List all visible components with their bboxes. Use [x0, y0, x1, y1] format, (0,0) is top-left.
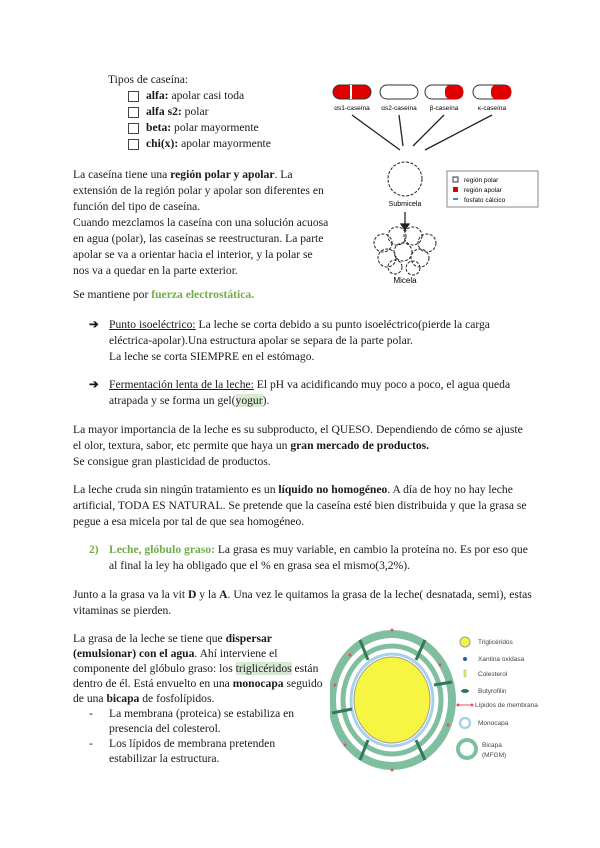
casein-name: beta:	[146, 121, 172, 134]
fat-globule-legend	[457, 637, 477, 758]
paragraph-raw-milk	[73, 482, 533, 530]
casein-legend	[446, 170, 541, 210]
micelle	[374, 227, 436, 275]
text-bold: A	[219, 588, 228, 601]
text: . Una vez le quitamos la grasa de la leche( desnatada, semi), estas vitaminas se pierden.	[73, 588, 532, 617]
checkbox[interactable]	[128, 107, 139, 118]
legend-label: fosfato cálcico	[464, 197, 506, 204]
legend-label: Triglicéridos	[478, 639, 513, 646]
submicela-label: Submicela	[388, 201, 422, 208]
text: . La extensión de la región polar y apolar son diferentes en función del tipo de caseína.	[73, 168, 324, 213]
section-title: Leche, glóbulo graso:	[109, 543, 215, 556]
submicelle	[388, 162, 422, 196]
dash-item	[89, 736, 321, 766]
paragraph-electrostatic	[73, 287, 254, 303]
text: La grasa de la leche se tiene que	[73, 632, 226, 645]
casein-item	[128, 88, 328, 104]
fat-globule-figure	[330, 625, 570, 775]
paragraph-queso	[73, 422, 533, 470]
legend-label: Bicapa	[482, 742, 502, 749]
text: La grasa es muy variable, en cambio la proteína no. Es por eso que al final la ley ha obligado que el % en grasa sea el mismo(3,2%).	[109, 543, 528, 572]
casein-types-list	[128, 88, 328, 152]
casein-shapes	[333, 85, 511, 99]
casein-desc: polar	[181, 105, 209, 118]
section-2	[89, 542, 529, 574]
dash-list	[89, 706, 321, 766]
legend-label: Colesterol	[478, 671, 508, 678]
casein-label: αs2-caseína	[381, 105, 417, 112]
arrow-bullet-icon: ➔	[89, 318, 99, 331]
legend-label: Butyrofilin	[478, 688, 507, 695]
text: Los lípidos de membrana pretenden estabilizar la estructura.	[109, 737, 276, 765]
text: La mayor importancia de la leche es su subproducto, el QUESO. Dependiendo de cómo se ajuste el olor, textura, sabor, etc permite que haya un	[73, 423, 523, 452]
bullet-isoelectric	[89, 317, 529, 365]
checkbox[interactable]	[128, 139, 139, 150]
text: . A día de hoy no hay leche artificial, TODA ES NATURAL. Se pretende que la caseína esté bien distribuida y que la grasa se pegue a esa micela por tal de que sea homogéneo.	[73, 483, 527, 528]
dash-item	[89, 706, 321, 736]
text: . Ahí interviene el componente del glóbulo graso: los	[73, 647, 278, 675]
casein-label: αs1-caseína	[334, 105, 370, 112]
paragraph-vitamins	[73, 587, 533, 619]
bullet-title: Punto isoeléctrico:	[109, 318, 196, 331]
text: Se mantiene por	[73, 288, 152, 301]
text: y la	[196, 588, 220, 601]
legend-label: región apolar	[464, 187, 502, 194]
text: La membrana (proteica) se estabiliza en presencia del colesterol.	[109, 707, 295, 735]
text: seguido de una	[73, 677, 323, 705]
legend-label: región polar	[464, 177, 499, 184]
paragraph-fat-globule	[73, 631, 328, 706]
highlight: triglicéridos	[235, 662, 292, 675]
triglyceride-core	[354, 657, 430, 743]
checkbox[interactable]	[128, 123, 139, 134]
casein-desc: apolar casi toda	[168, 89, 245, 102]
text-bold: líquido no homogéneo	[278, 483, 388, 496]
casein-desc: apolar mayormente	[178, 137, 271, 150]
casein-name: alfa s2:	[146, 105, 182, 118]
text-bold: dispersar (emulsionar) con el agua	[73, 632, 272, 660]
casein-item	[128, 120, 328, 136]
text: Se consigue gran plasticidad de productos.	[73, 455, 271, 468]
text: ).	[262, 394, 270, 407]
casein-desc: polar mayormente	[171, 121, 259, 134]
paragraph-casein-regions	[73, 167, 331, 279]
highlight: yogur	[235, 394, 263, 407]
legend-label: Monocapa	[478, 720, 509, 727]
bullet-fermentation	[89, 377, 529, 409]
legend-label: Lípidos de membrana	[475, 702, 538, 709]
text-bold: región polar y apolar	[170, 168, 275, 181]
casein-label: β-caseína	[429, 105, 459, 112]
text-bold: monocapa	[232, 677, 284, 690]
micela-label: Micela	[393, 276, 417, 285]
arrow-bullet-icon: ➔	[89, 378, 99, 391]
text-bold: gran mercado de productos.	[290, 439, 430, 452]
text: La leche se corta SIEMPRE en el estómago.	[109, 350, 315, 363]
casein-name: chi(x):	[146, 137, 179, 150]
casein-item	[128, 104, 328, 120]
section-number: 2)	[89, 543, 99, 556]
casein-name: alfa:	[146, 89, 169, 102]
text: El pH va acidificando muy poco a poco, el agua queda atrapada y se forma un gel(	[109, 378, 511, 407]
casein-types-title: Tipos de caseína:	[108, 73, 189, 86]
bullet-title: Fermentación lenta de la leche:	[109, 378, 254, 391]
text-green: fuerza electrostática.	[151, 288, 255, 301]
text: La leche cruda sin ningún tratamiento es un	[73, 483, 279, 496]
text-bold: D	[187, 588, 197, 601]
text: Junto a la grasa va la vit	[73, 588, 188, 601]
checkbox[interactable]	[128, 91, 139, 102]
dash-icon: -	[89, 737, 93, 750]
dash-icon: -	[89, 707, 93, 720]
legend-label: Xantina oxidasa	[478, 656, 525, 663]
legend-label: (MFGM)	[482, 752, 507, 759]
text: La caseína tiene una	[73, 168, 171, 181]
text: de fosfolípidos.	[139, 692, 215, 705]
text: Cuando mezclamos la caseína con una solución acuosa en agua (polar), las caseínas se reestructuran. La parte apolar se va a orientar hacia el interior, y la polar se nos va a quedar en la parte exterior.	[73, 216, 329, 277]
text: La leche se corta debido a su punto isoeléctrico(pierde la carga eléctrica-apolar).Una estructura apolar se separa de la parte polar.	[109, 318, 490, 347]
fat-globule-section	[73, 631, 328, 766]
casein-item	[128, 136, 328, 152]
text: están dentro de él. Está envuelto en una	[73, 662, 319, 690]
casein-label: κ-caseína	[477, 105, 507, 112]
text-bold: bicapa	[106, 692, 140, 705]
